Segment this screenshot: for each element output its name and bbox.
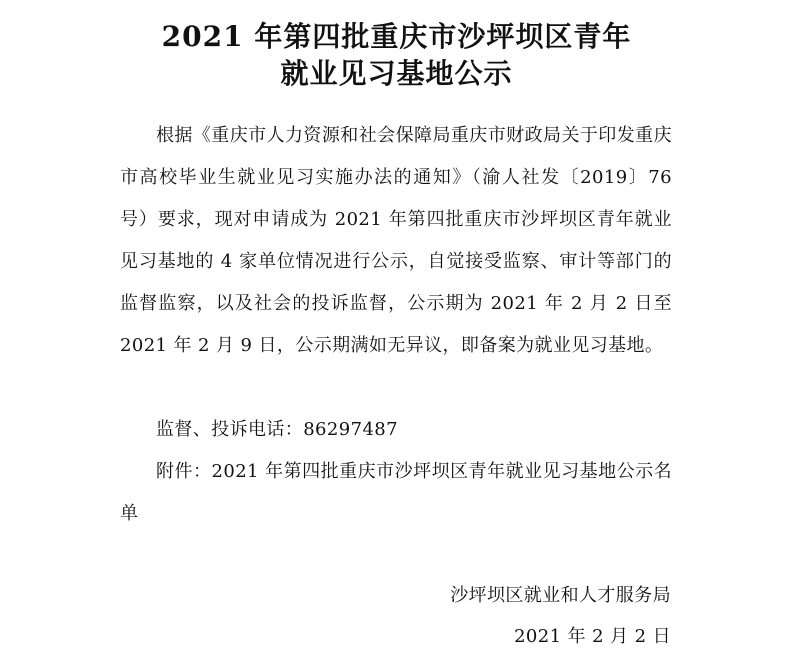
document-title-line-1: 2021 年第四批重庆市沙坪坝区青年 <box>161 20 632 53</box>
signature-date: 2021 年 2 月 2 日 <box>514 626 671 647</box>
document-title-line-2: 就业见习基地公示 <box>280 57 513 90</box>
body-paragraph: 根据《重庆市人力资源和社会保障局重庆市财政局关于印发重庆市高校毕业生就业见习实施办法的通知》（渝人社发〔2019〕76 号）要求，现对申请成为 2021 年第四批重庆市沙坪坝区青年就业见习基地的 4 家单位情况进行公示，自觉接受监察、审计等部门的监督监察，以及社会的投诉监督，公示期为 2021 年 2 月 2 日至 2021 年 2 月 9 日，公示期满如无异议，即备案为就业见习基地。 <box>120 125 672 356</box>
signature-organization: 沙坪坝区就业和人才服务局 <box>450 585 671 606</box>
contact-line: 监督、投诉电话：86297487 <box>156 419 399 440</box>
attachment-line: 附件：2021 年第四批重庆市沙坪坝区青年就业见习基地公示名单 <box>120 461 672 524</box>
